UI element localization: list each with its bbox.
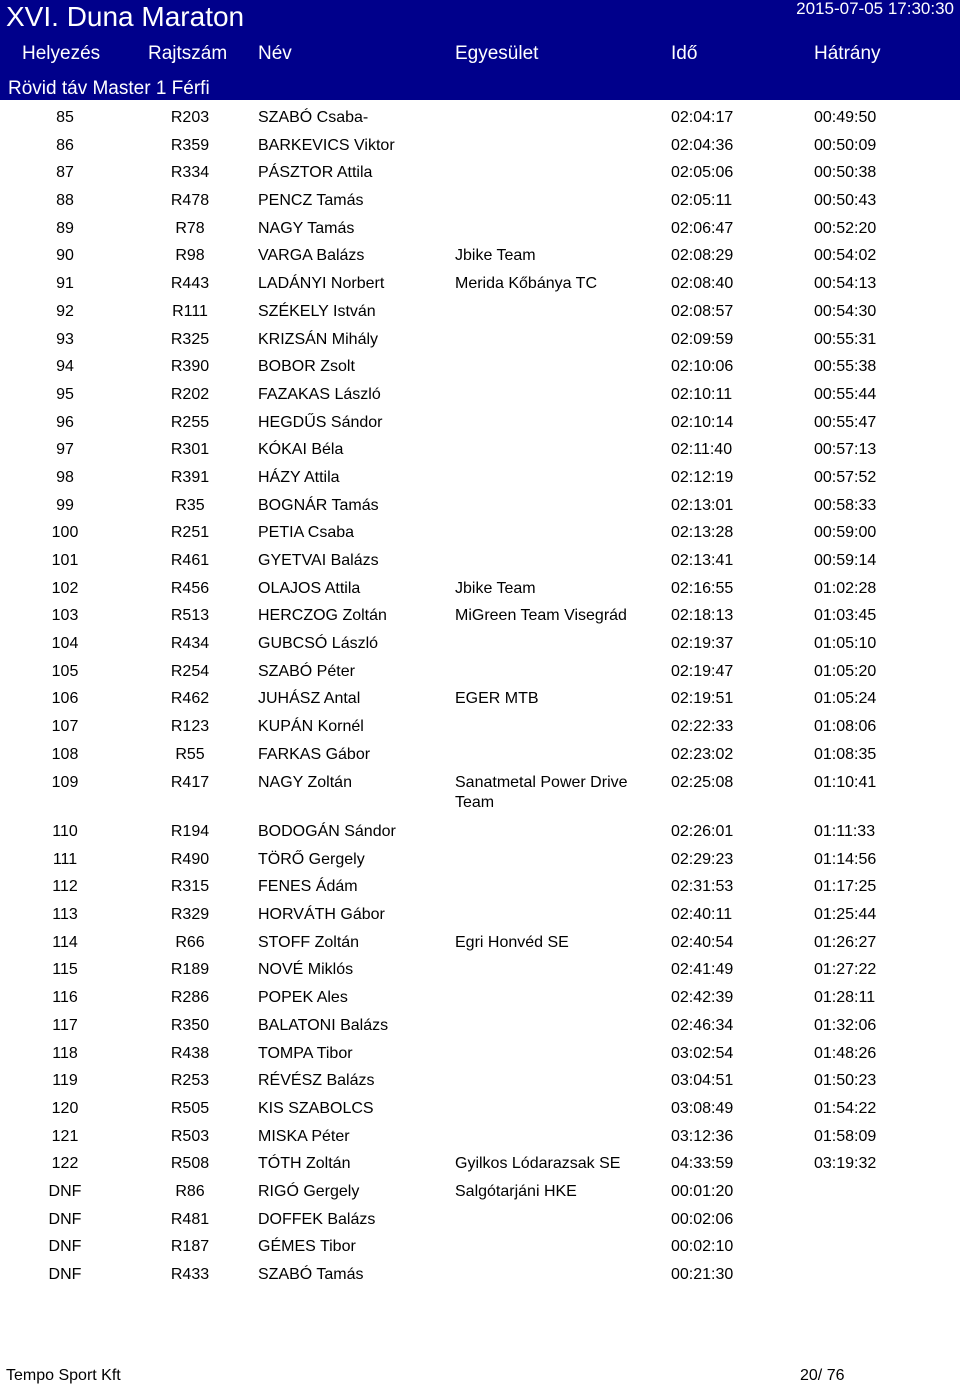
gap-cell: 01:48:26 (814, 1044, 877, 1062)
position-cell: 109 (51, 773, 79, 791)
bib-cell: R202 (170, 385, 210, 403)
position-cell: 116 (52, 989, 78, 1007)
bib-cell: R78 (175, 219, 205, 237)
name-cell: TÓTH Zoltán (258, 1155, 351, 1173)
position-cell: 121 (51, 1127, 79, 1145)
bib-cell: R391 (170, 468, 210, 486)
table-row (0, 353, 960, 381)
time-cell: 00:02:06 (671, 1210, 734, 1228)
table-row (0, 873, 960, 901)
position-cell: 88 (56, 192, 74, 210)
bib-cell: R254 (170, 662, 210, 680)
club-cell: Jbike Team (455, 247, 536, 265)
name-cell: PENCZ Tamás (258, 192, 364, 210)
gap-cell: 01:50:23 (814, 1072, 877, 1090)
name-cell: GÉMES Tibor (258, 1238, 356, 1256)
name-cell: RÉVÉSZ Balázs (258, 1072, 375, 1090)
table-row (0, 929, 960, 957)
gap-cell: 01:08:35 (814, 745, 877, 763)
bib-cell: R189 (170, 961, 210, 979)
bib-cell: R334 (170, 164, 210, 182)
position-cell: 91 (56, 275, 74, 293)
name-cell: FENES Ádám (258, 878, 358, 896)
name-cell: BOGNÁR Tamás (258, 496, 379, 514)
bib-cell: R417 (170, 773, 210, 791)
table-row (0, 1095, 960, 1123)
gap-cell: 01:11:33 (814, 823, 876, 840)
name-cell: NAGY Zoltán (258, 773, 352, 791)
gap-cell: 00:54:30 (814, 302, 877, 320)
time-cell: 00:02:10 (671, 1238, 734, 1256)
gap-cell: 00:49:50 (814, 109, 877, 126)
column-header-position: Helyezés (22, 43, 101, 64)
table-row (0, 464, 960, 492)
name-cell: MISKA Péter (258, 1127, 350, 1145)
table-row (0, 1067, 960, 1095)
table-row (0, 630, 960, 658)
time-cell: 02:19:47 (671, 662, 734, 680)
time-cell: 03:12:36 (671, 1127, 734, 1145)
name-cell: HERCZOG Zoltán (258, 607, 387, 625)
bib-cell: R434 (170, 635, 210, 653)
table-row (0, 769, 960, 819)
time-cell: 04:33:59 (671, 1155, 734, 1173)
bib-cell: R187 (170, 1238, 210, 1256)
gap-cell: 01:14:56 (814, 850, 877, 868)
gap-cell: 00:50:09 (814, 136, 877, 154)
table-row (0, 1261, 960, 1289)
position-cell: 87 (56, 164, 74, 182)
time-cell: 02:08:57 (671, 302, 734, 320)
time-cell: 02:16:55 (671, 579, 734, 597)
bib-cell: R251 (170, 524, 210, 542)
table-row (0, 956, 960, 984)
gap-cell: 00:55:38 (814, 358, 877, 376)
name-cell: FAZAKAS László (258, 385, 381, 403)
table-row (0, 602, 960, 630)
position-cell: 100 (51, 524, 79, 542)
name-cell: LADÁNYI Norbert (258, 275, 385, 293)
footer-company: Tempo Sport Kft (6, 1367, 121, 1384)
bib-cell: R438 (170, 1044, 210, 1062)
bib-cell: R123 (170, 718, 210, 736)
time-cell: 02:42:39 (671, 989, 734, 1007)
bib-cell: R359 (170, 136, 210, 154)
name-cell: STOFF Zoltán (258, 933, 360, 951)
table-row (0, 1233, 960, 1261)
bib-cell: R390 (170, 358, 210, 376)
bib-cell: R203 (170, 109, 210, 126)
name-cell: SZABÓ Csaba- (258, 109, 369, 126)
table-row (0, 187, 960, 215)
gap-cell: 01:28:11 (814, 989, 876, 1007)
name-cell: KUPÁN Kornél (258, 718, 364, 736)
name-cell: SZABÓ Tamás (258, 1266, 364, 1283)
position-cell: 95 (56, 385, 74, 403)
name-cell: PÁSZTOR Attila (258, 164, 373, 182)
gap-cell: 01:10:41 (814, 773, 877, 791)
bib-cell: R325 (170, 330, 210, 348)
position-cell: 105 (51, 662, 79, 680)
time-cell: 02:19:51 (671, 690, 734, 708)
club-cell: Sanatmetal Power Drive Team (455, 773, 628, 811)
table-row (0, 901, 960, 929)
time-cell: 02:06:47 (671, 219, 734, 237)
column-header-time: Idő (671, 43, 698, 64)
name-cell: BARKEVICS Viktor (258, 136, 395, 154)
gap-cell: 01:26:27 (814, 933, 877, 951)
position-cell: 97 (56, 441, 74, 459)
bib-cell: R456 (170, 579, 210, 597)
page-title: XVI. Duna Maraton (6, 1, 245, 32)
position-cell: 104 (51, 635, 79, 653)
table-row (0, 658, 960, 686)
club-cell: Jbike Team (455, 579, 536, 597)
column-header-name: Név (258, 43, 292, 64)
name-cell: DOFFEK Balázs (258, 1210, 376, 1228)
club-cell: Merida Kőbánya TC (455, 275, 597, 293)
time-cell: 02:18:13 (671, 607, 734, 625)
time-cell: 02:08:29 (671, 247, 734, 265)
time-cell: 02:46:34 (671, 1016, 734, 1034)
time-cell: 02:11:40 (671, 441, 733, 459)
gap-cell: 01:03:45 (814, 607, 877, 625)
position-cell: DNF (48, 1210, 82, 1228)
gap-cell: 00:55:47 (814, 413, 877, 431)
table-row (0, 984, 960, 1012)
club-cell: EGER MTB (455, 690, 539, 708)
bib-cell: R301 (170, 441, 210, 459)
bib-cell: R86 (175, 1182, 205, 1200)
name-cell: GUBCSÓ László (258, 635, 379, 653)
position-cell: 89 (56, 219, 74, 237)
gap-cell: 01:25:44 (814, 906, 877, 924)
position-cell: 90 (56, 247, 74, 265)
table-row (0, 159, 960, 187)
name-cell: SZÉKELY István (258, 302, 376, 320)
time-cell: 02:09:59 (671, 330, 734, 348)
gap-cell: 01:54:22 (814, 1099, 877, 1117)
name-cell: SZABÓ Péter (258, 662, 355, 680)
position-cell: 120 (51, 1099, 79, 1117)
time-cell: 02:10:11 (671, 385, 733, 403)
category-label: Rövid táv Master 1 Férfi (8, 78, 210, 99)
name-cell: BOBOR Zsolt (258, 358, 355, 376)
gap-cell: 00:55:31 (814, 330, 877, 348)
time-cell: 02:19:37 (671, 635, 734, 653)
column-header-club: Egyesület (455, 43, 539, 64)
table-row (0, 1206, 960, 1234)
gap-cell: 00:54:02 (814, 247, 877, 265)
bib-cell: R490 (170, 850, 210, 868)
time-cell: 02:41:49 (671, 961, 734, 979)
time-cell: 02:08:40 (671, 275, 734, 293)
time-cell: 02:29:23 (671, 850, 734, 868)
name-cell: VARGA Balázs (258, 247, 365, 265)
bib-cell: R503 (170, 1127, 210, 1145)
bib-cell: R35 (175, 496, 205, 514)
position-cell: 85 (56, 109, 74, 126)
results-table (0, 104, 960, 1289)
time-cell: 02:13:41 (671, 552, 734, 569)
position-cell: DNF (48, 1266, 82, 1283)
gap-cell: 00:50:43 (814, 192, 877, 210)
table-row (0, 575, 960, 603)
time-cell: 02:40:54 (671, 933, 734, 951)
bib-cell: R350 (170, 1016, 210, 1034)
gap-cell: 00:59:00 (814, 524, 877, 542)
name-cell: OLAJOS Attila (258, 579, 361, 597)
name-cell: HEGDŰS Sándor (258, 413, 383, 431)
table-row (0, 685, 960, 713)
gap-cell: 01:02:28 (814, 579, 877, 597)
table-row (0, 1012, 960, 1040)
position-cell: 96 (56, 413, 74, 431)
time-cell: 02:31:53 (671, 878, 734, 896)
bib-cell: R255 (170, 413, 210, 431)
position-cell: DNF (48, 1182, 82, 1200)
bib-cell: R253 (170, 1072, 210, 1090)
gap-cell: 00:59:14 (814, 552, 877, 569)
bib-cell: R461 (170, 552, 210, 569)
bib-cell: R315 (170, 878, 210, 896)
results-header (0, 0, 960, 100)
table-row (0, 270, 960, 298)
table-row (0, 741, 960, 769)
table-row (0, 1123, 960, 1151)
column-header-bib: Rajtszám (148, 43, 228, 64)
bib-cell: R98 (175, 247, 205, 265)
position-cell: 111 (52, 850, 78, 868)
time-cell: 03:04:51 (671, 1072, 734, 1090)
table-row (0, 298, 960, 326)
footer-page-number: 20/ 76 (800, 1367, 845, 1384)
position-cell: 86 (56, 136, 74, 154)
name-cell: KÓKAI Béla (258, 441, 344, 459)
bib-cell: R111 (172, 302, 208, 320)
bib-cell: R505 (170, 1099, 210, 1117)
club-cell: Gyilkos Lódarazsak SE (455, 1155, 621, 1173)
bib-cell: R286 (170, 989, 210, 1007)
time-cell: 00:01:20 (671, 1182, 734, 1200)
position-cell: 117 (52, 1016, 78, 1034)
position-cell: 115 (52, 961, 78, 979)
gap-cell: 00:55:44 (814, 385, 877, 403)
club-cell: MiGreen Team Visegrád (455, 607, 627, 625)
gap-cell: 01:32:06 (814, 1016, 877, 1034)
position-cell: 94 (56, 358, 74, 376)
gap-cell: 01:08:06 (814, 718, 877, 736)
gap-cell: 00:52:20 (814, 219, 877, 237)
position-cell: 93 (56, 330, 74, 348)
name-cell: TÖRŐ Gergely (258, 850, 365, 868)
time-cell: 00:21:30 (671, 1266, 734, 1283)
position-cell: 99 (56, 496, 74, 514)
club-cell: Egri Honvéd SE (455, 933, 569, 951)
table-row (0, 242, 960, 270)
bib-cell: R478 (170, 192, 210, 210)
bib-cell: R481 (170, 1210, 210, 1228)
name-cell: PETIA Csaba (258, 524, 355, 542)
position-cell: 108 (51, 745, 79, 763)
position-cell: 119 (52, 1072, 78, 1090)
position-cell: 118 (52, 1044, 78, 1062)
position-cell: 107 (51, 718, 79, 736)
time-cell: 02:23:02 (671, 745, 734, 763)
time-cell: 03:02:54 (671, 1044, 734, 1062)
gap-cell: 03:19:32 (814, 1155, 877, 1173)
position-cell: 98 (56, 468, 74, 486)
bib-cell: R66 (175, 933, 205, 951)
name-cell: HORVÁTH Gábor (258, 906, 385, 924)
table-row (0, 436, 960, 464)
time-cell: 02:13:28 (671, 524, 734, 542)
position-cell: 114 (52, 933, 78, 951)
position-cell: 113 (52, 906, 78, 924)
gap-cell: 00:57:13 (814, 441, 877, 459)
gap-cell: 01:17:25 (814, 878, 877, 896)
time-cell: 02:13:01 (671, 496, 734, 514)
gap-cell: 00:57:52 (814, 468, 877, 486)
table-row (0, 519, 960, 547)
name-cell: BODOGÁN Sándor (258, 823, 396, 840)
time-cell: 02:10:06 (671, 358, 734, 376)
table-row (0, 713, 960, 741)
name-cell: GYETVAI Balázs (258, 552, 379, 569)
table-row (0, 492, 960, 520)
time-cell: 02:25:08 (671, 773, 734, 791)
table-row (0, 381, 960, 409)
name-cell: BALATONI Balázs (258, 1016, 389, 1034)
position-cell: 106 (51, 690, 79, 708)
name-cell: POPEK Ales (258, 989, 348, 1007)
table-row (0, 1150, 960, 1178)
time-cell: 02:10:14 (671, 413, 734, 431)
bib-cell: R55 (175, 745, 205, 763)
time-cell: 02:12:19 (671, 468, 734, 486)
time-cell: 02:05:11 (671, 192, 733, 210)
name-cell: RIGÓ Gergely (258, 1182, 360, 1200)
column-header-gap: Hátrány (814, 43, 881, 64)
name-cell: JUHÁSZ Antal (258, 690, 361, 708)
table-row (0, 818, 960, 846)
time-cell: 03:08:49 (671, 1099, 734, 1117)
position-cell: 122 (51, 1155, 79, 1173)
name-cell: NAGY Tamás (258, 219, 355, 237)
timestamp: 2015-07-05 17:30:30 (796, 0, 954, 18)
name-cell: FARKAS Gábor (258, 745, 371, 763)
table-row (0, 409, 960, 437)
table-row (0, 132, 960, 160)
table-row (0, 215, 960, 243)
position-cell: 101 (51, 552, 79, 569)
time-cell: 02:26:01 (671, 823, 734, 840)
table-row (0, 1040, 960, 1068)
bib-cell: R329 (170, 906, 210, 924)
position-cell: 103 (51, 607, 79, 625)
position-cell: 92 (56, 302, 74, 320)
table-row (0, 1178, 960, 1206)
name-cell: TOMPA Tibor (258, 1044, 353, 1062)
position-cell: 112 (52, 878, 78, 896)
bib-cell: R443 (170, 275, 210, 293)
bib-cell: R508 (170, 1155, 210, 1173)
bib-cell: R433 (170, 1266, 210, 1283)
gap-cell: 01:05:24 (814, 690, 877, 708)
position-cell: 110 (52, 823, 78, 840)
bib-cell: R194 (170, 823, 210, 840)
gap-cell: 01:58:09 (814, 1127, 877, 1145)
time-cell: 02:04:17 (671, 109, 734, 126)
time-cell: 02:04:36 (671, 136, 734, 154)
name-cell: KIS SZABOLCS (258, 1099, 374, 1117)
gap-cell: 01:05:20 (814, 662, 877, 680)
time-cell: 02:05:06 (671, 164, 734, 182)
table-row (0, 547, 960, 575)
gap-cell: 01:27:22 (814, 961, 877, 979)
position-cell: DNF (48, 1238, 82, 1256)
table-row (0, 326, 960, 354)
bib-cell: R462 (170, 690, 210, 708)
position-cell: 102 (51, 579, 79, 597)
gap-cell: 01:05:10 (814, 635, 877, 653)
club-cell: Salgótarjáni HKE (455, 1182, 577, 1200)
time-cell: 02:22:33 (671, 718, 734, 736)
gap-cell: 00:54:13 (814, 275, 877, 293)
gap-cell: 00:50:38 (814, 164, 877, 182)
table-row (0, 846, 960, 874)
time-cell: 02:40:11 (671, 906, 733, 924)
name-cell: HÁZY Attila (258, 468, 340, 486)
name-cell: NOVÉ Miklós (258, 961, 354, 979)
bib-cell: R513 (170, 607, 210, 625)
gap-cell: 00:58:33 (814, 496, 877, 514)
name-cell: KRIZSÁN Mihály (258, 330, 379, 348)
table-row (0, 104, 960, 132)
